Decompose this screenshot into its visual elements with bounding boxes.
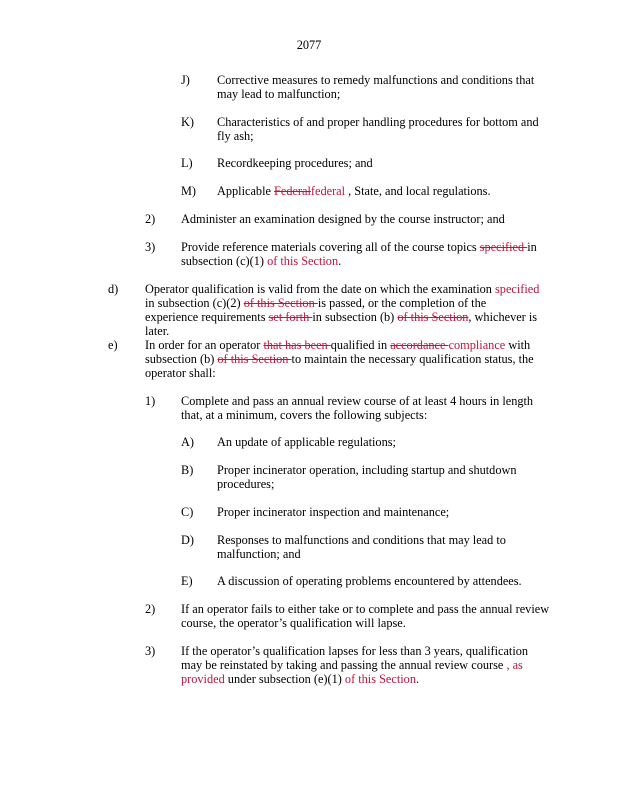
deleted-text: set forth — [268, 310, 313, 324]
text: in subsection (b) — [312, 310, 398, 324]
item-text-a: An update of applicable regulations; — [217, 435, 396, 449]
deleted-text: Federal — [274, 184, 311, 198]
text: . — [415, 672, 420, 686]
item-text-c: Proper incinerator inspection and maintenance; — [217, 505, 450, 519]
item-label-d-sub: D) — [181, 533, 194, 547]
deleted-text: specified — [479, 240, 528, 254]
text: Applicable — [217, 184, 275, 198]
text: qualified in — [330, 338, 391, 352]
text: In order for an operator — [145, 338, 264, 352]
deleted-text: accordance — [390, 338, 449, 352]
page-number: 2077 — [296, 38, 322, 52]
inserted-text: of this Section — [267, 254, 339, 268]
item-text-l: Recordkeeping procedures; and — [217, 156, 373, 170]
text: Operator qualification is valid from the date on which the examination — [145, 282, 496, 296]
item-text-c2: Administer an examination designed by the course instructor; and — [181, 212, 505, 226]
item-label-e3: 3) — [145, 644, 156, 658]
deleted-text: of this Section — [397, 310, 469, 324]
item-text-b: Proper incinerator operation, including startup and shutdown procedures; — [217, 463, 517, 491]
item-label-c: C) — [181, 505, 194, 519]
text: in subsection (c)(1) — [181, 240, 537, 268]
text: is passed, or the completion of the experience requirements — [145, 296, 487, 324]
item-text-k: Characteristics of and proper handling procedures for bottom and fly ash; — [217, 115, 539, 143]
item-text-d — [145, 282, 541, 338]
item-text-c3 — [181, 240, 541, 268]
item-label-a: A) — [181, 435, 194, 449]
deleted-text: of this Section — [243, 296, 318, 310]
item-label-e-sub: E) — [181, 574, 193, 588]
text: with subsection (b) — [145, 338, 531, 366]
item-label-b: B) — [181, 463, 194, 477]
text: under subsection (e)(1) — [224, 672, 345, 686]
text: If the operator’s qualification lapses for less than 3 years, qualification may be reinstated by taking and passing the annual review course — [181, 644, 529, 672]
item-label-j: J) — [181, 73, 190, 87]
item-text-m — [217, 184, 547, 198]
item-label-l: L) — [181, 156, 193, 170]
item-label-k: K) — [181, 115, 194, 129]
item-text-e — [145, 338, 541, 380]
item-text-e2: If an operator fails to either take or to complete and pass the annual review course, the operator’s qualification will lapse. — [181, 602, 550, 630]
text: in subsection (c)(2) — [145, 296, 244, 310]
item-label-m: M) — [181, 184, 197, 198]
item-text-d-sub: Responses to malfunctions and conditions that may lead to malfunction; and — [217, 533, 506, 561]
text: , State, and local regulations. — [345, 184, 491, 198]
item-text-e-sub: A discussion of operating problems encountered by attendees. — [217, 574, 522, 588]
text: Provide reference materials covering all of the course topics — [181, 240, 480, 254]
inserted-text: specified — [495, 282, 540, 296]
item-text-e3 — [181, 644, 543, 686]
item-text-j: Corrective measures to remedy malfunctions and conditions that may lead to malfunction; — [217, 73, 535, 101]
text: , whichever is later. — [145, 310, 538, 338]
text: to maintain the necessary qualification status, the operator shall: — [145, 352, 534, 380]
inserted-text: , as provided — [181, 658, 523, 686]
deleted-text: that has been — [263, 338, 331, 352]
item-label-c3: 3) — [145, 240, 156, 254]
inserted-text: federal — [310, 184, 346, 198]
deleted-text: of this Section — [217, 352, 292, 366]
item-label-e: e) — [108, 338, 118, 352]
item-label-e1: 1) — [145, 394, 156, 408]
inserted-text: of this Section — [344, 672, 416, 686]
item-text-e1: Complete and pass an annual review course of at least 4 hours in length that, at a minimum, covers the following subjects: — [181, 394, 534, 422]
item-label-d: d) — [108, 282, 119, 296]
item-label-e2: 2) — [145, 602, 156, 616]
inserted-text: compliance — [448, 338, 506, 352]
text: . — [338, 254, 342, 268]
item-label-c2: 2) — [145, 212, 156, 226]
